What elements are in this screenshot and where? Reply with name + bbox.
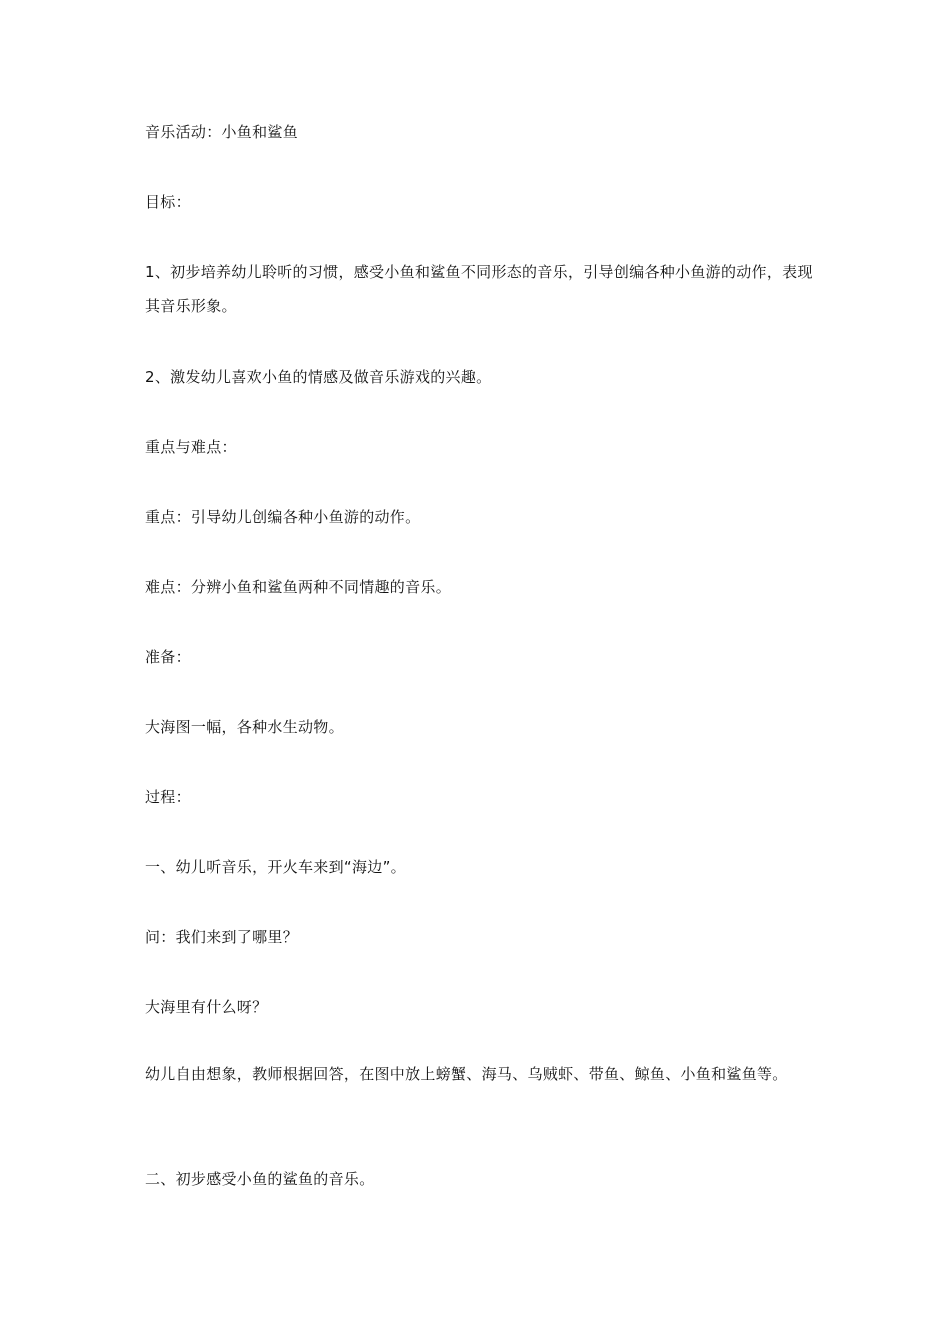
- question-text-1: 问：我们来到了哪里？: [145, 928, 299, 946]
- process-step-2: 二、初步感受小鱼的鲨鱼的音乐。: [145, 1170, 375, 1188]
- key-point-text: 重点：引导幼儿创编各种小鱼游的动作。: [145, 508, 421, 526]
- section-heading-key-points: 重点与难点：: [145, 438, 237, 456]
- section-heading-preparation: 准备：: [145, 648, 191, 666]
- goal-item-1: 1、初步培养幼儿聆听的习惯，感受小鱼和鲨鱼不同形态的音乐，引导创编各种小鱼游的动作，表现其音乐形象。: [145, 263, 813, 315]
- preparation-text: 大海图一幅，各种水生动物。: [145, 718, 344, 736]
- process-step-1: 一、幼儿听音乐，开火车来到“海边”。: [145, 858, 406, 876]
- document-title: 音乐活动：小鱼和鲨鱼: [145, 123, 299, 141]
- goal-item-2: 2、激发幼儿喜欢小鱼的情感及做音乐游戏的兴趣。: [145, 368, 492, 386]
- question-text-2: 大海里有什么呀？: [145, 998, 268, 1016]
- section-heading-process: 过程：: [145, 788, 191, 806]
- section-heading-goals: 目标：: [145, 193, 191, 211]
- activity-description: 幼儿自由想象，教师根据回答，在图中放上螃蟹、海马、乌贼虾、带鱼、鲸鱼、小鱼和鲨鱼等。: [145, 1065, 788, 1083]
- difficulty-text: 难点：分辨小鱼和鲨鱼两种不同情趣的音乐。: [145, 578, 452, 596]
